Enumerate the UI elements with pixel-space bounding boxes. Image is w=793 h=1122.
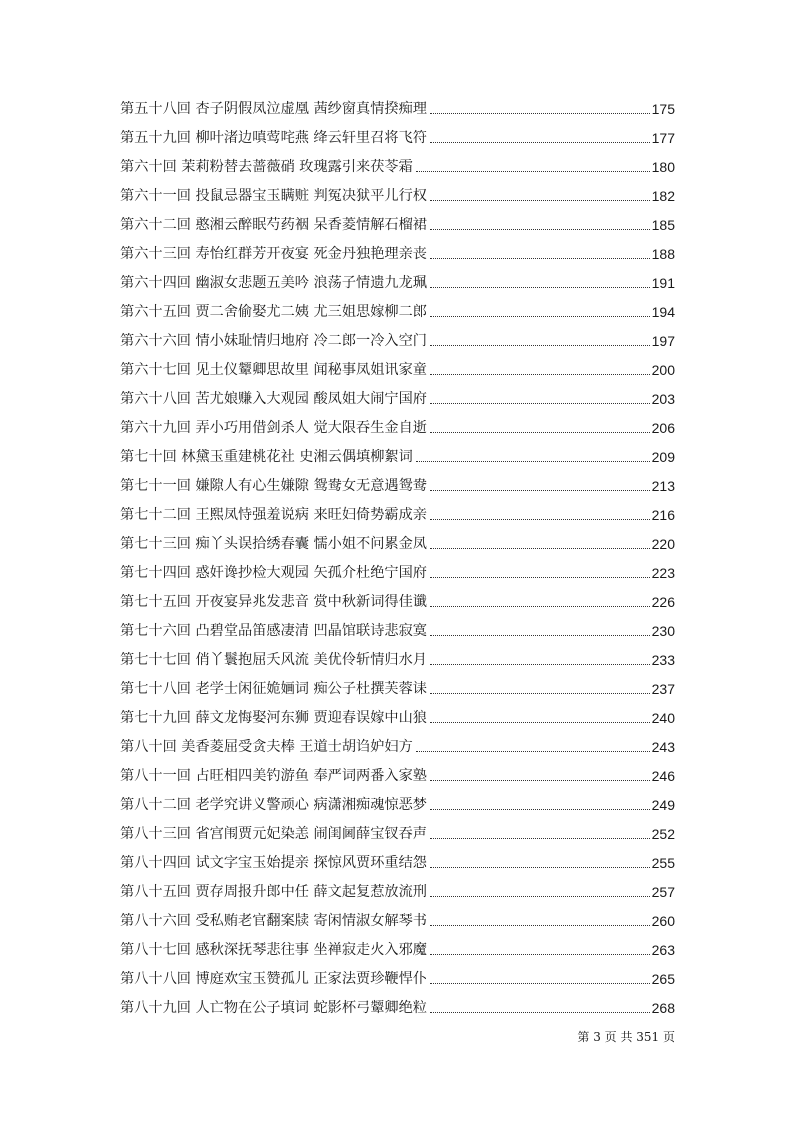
toc-entry-page-number: 197 [651, 333, 675, 349]
toc-entry-title: 第六十九回 弄小巧用借剑杀人 觉大限吞生金自逝 [120, 420, 427, 436]
dot-leader [430, 373, 650, 375]
dot-leader [430, 1011, 650, 1013]
toc-entry[interactable] [120, 496, 675, 525]
toc-entry[interactable] [120, 815, 675, 844]
toc-entry[interactable] [120, 902, 675, 931]
toc-entry-page-number: 243 [651, 739, 675, 755]
toc-entry[interactable] [120, 351, 675, 380]
toc-entry-title: 第八十三回 省宫闱贾元妃染恙 闹闺阃薛宝钗吞声 [120, 826, 427, 842]
toc-entry-page-number: 252 [651, 826, 675, 842]
toc-entry[interactable] [120, 264, 675, 293]
dot-leader [430, 112, 650, 114]
toc-entry-page-number: 263 [651, 942, 675, 958]
dot-leader [430, 721, 650, 723]
toc-entry-title: 第七十八回 老学士闲征姽婳词 痴公子杜撰芙蓉诔 [120, 681, 427, 697]
toc-entry-title: 第五十八回 杏子阴假凤泣虚凰 茜纱窗真情揆痴理 [120, 101, 427, 117]
toc-entry-title: 第八十八回 博庭欢宝玉赞孤儿 正家法贾珍鞭悍仆 [120, 971, 427, 987]
toc-entry-page-number: 177 [651, 130, 675, 146]
toc-entry-title: 第七十一回 嫌隙人有心生嫌隙 鸳鸯女无意遇鸳鸯 [120, 478, 427, 494]
toc-entry-page-number: 188 [651, 246, 675, 262]
toc-entry[interactable] [120, 931, 675, 960]
dot-leader [430, 547, 650, 549]
toc-entry-title: 第七十五回 开夜宴异兆发悲音 赏中秋新词得佳谶 [120, 594, 427, 610]
toc-entry-page-number: 216 [651, 507, 675, 523]
toc-entry[interactable] [120, 380, 675, 409]
toc-entry-title: 第七十三回 痴丫头误拾绣春囊 懦小姐不问累金凤 [120, 536, 427, 552]
toc-entry-title: 第八十六回 受私贿老官翻案牍 寄闲情淑女解琴书 [120, 913, 427, 929]
toc-entry-page-number: 257 [651, 884, 675, 900]
toc-entry-page-number: 226 [651, 594, 675, 610]
toc-entry[interactable] [120, 583, 675, 612]
toc-entry[interactable] [120, 554, 675, 583]
toc-entry-page-number: 200 [651, 362, 675, 378]
toc-entry[interactable] [120, 467, 675, 496]
toc-entry-title: 第六十七回 见土仪颦卿思故里 闻秘事凤姐讯家童 [120, 362, 427, 378]
toc-entry[interactable] [120, 293, 675, 322]
toc-entry[interactable] [120, 177, 675, 206]
dot-leader [430, 982, 650, 984]
toc-entry-title: 第五十九回 柳叶渚边嗔莺咤燕 绛云轩里召将飞符 [120, 130, 427, 146]
toc-entry-title: 第八十二回 老学究讲义警顽心 病潇湘痴魂惊恶梦 [120, 797, 427, 813]
toc-entry-page-number: 230 [651, 623, 675, 639]
toc-entry-title: 第七十六回 凸碧堂品笛感凄清 凹晶馆联诗悲寂寞 [120, 623, 427, 639]
toc-entry-page-number: 194 [651, 304, 675, 320]
toc-entry-page-number: 182 [651, 188, 675, 204]
toc-entry[interactable] [120, 119, 675, 148]
toc-entry[interactable] [120, 235, 675, 264]
toc-entry[interactable] [120, 409, 675, 438]
toc-entry[interactable] [120, 641, 675, 670]
dot-leader [430, 634, 650, 636]
toc-entry-page-number: 255 [651, 855, 675, 871]
dot-leader [430, 576, 650, 578]
toc-entry-page-number: 233 [651, 652, 675, 668]
toc-entry-title: 第七十四回 惑奸谗抄检大观园 矢孤介杜绝宁国府 [120, 565, 427, 581]
toc-entry-page-number: 209 [651, 449, 675, 465]
toc-entry[interactable] [120, 786, 675, 815]
toc-entry-page-number: 220 [651, 536, 675, 552]
toc-entry[interactable] [120, 844, 675, 873]
toc-entry-page-number: 213 [651, 478, 675, 494]
table-of-contents [120, 90, 675, 1018]
dot-leader [430, 866, 650, 868]
toc-entry[interactable] [120, 960, 675, 989]
toc-entry[interactable] [120, 206, 675, 235]
toc-entry-title: 第七十七回 俏丫鬟抱屈夭风流 美优伶斩情归水月 [120, 652, 427, 668]
toc-entry-title: 第八十九回 人亡物在公子填词 蛇影杯弓颦卿绝粒 [120, 1000, 427, 1016]
toc-entry-page-number: 240 [651, 710, 675, 726]
dot-leader [416, 750, 650, 752]
dot-leader [430, 605, 650, 607]
dot-leader [430, 924, 650, 926]
toc-entry-page-number: 185 [651, 217, 675, 233]
dot-leader [430, 692, 650, 694]
dot-leader [430, 895, 650, 897]
toc-entry[interactable] [120, 438, 675, 467]
dot-leader [430, 344, 650, 346]
toc-entry-title: 第六十八回 苦尤娘赚入大观园 酸凤姐大闹宁国府 [120, 391, 427, 407]
toc-entry-page-number: 175 [651, 101, 675, 117]
toc-entry[interactable] [120, 728, 675, 757]
toc-entry-page-number: 191 [651, 275, 675, 291]
toc-entry-page-number: 180 [651, 159, 675, 175]
toc-entry-title: 第八十七回 感秋深抚琴悲往事 坐禅寂走火入邪魔 [120, 942, 427, 958]
dot-leader [430, 315, 650, 317]
toc-entry-page-number: 206 [651, 420, 675, 436]
toc-entry[interactable] [120, 525, 675, 554]
toc-entry-title: 第六十四回 幽淑女悲题五美吟 浪荡子情遗九龙珮 [120, 275, 427, 291]
dot-leader [430, 141, 650, 143]
dot-leader [430, 808, 650, 810]
dot-leader [416, 460, 650, 462]
dot-leader [430, 663, 650, 665]
toc-entry-page-number: 203 [651, 391, 675, 407]
toc-entry-page-number: 249 [651, 797, 675, 813]
toc-entry[interactable] [120, 757, 675, 786]
toc-entry-title: 第七十九回 薛文龙悔娶河东狮 贾迎春误嫁中山狼 [120, 710, 427, 726]
toc-entry-title: 第六十二回 憨湘云醉眠芍药裀 呆香菱情解石榴裙 [120, 217, 427, 233]
toc-entry-page-number: 223 [651, 565, 675, 581]
toc-entry-page-number: 246 [651, 768, 675, 784]
toc-entry-page-number: 260 [651, 913, 675, 929]
toc-entry-page-number: 237 [651, 681, 675, 697]
toc-entry-title: 第六十一回 投鼠忌器宝玉瞒赃 判冤决狱平儿行权 [120, 188, 427, 204]
toc-entry-title: 第六十五回 贾二舍偷娶尤二姨 尤三姐思嫁柳二郎 [120, 304, 427, 320]
toc-entry-title: 第八十一回 占旺相四美钓游鱼 奉严词两番入家塾 [120, 768, 427, 784]
toc-entry-title: 第六十三回 寿怡红群芳开夜宴 死金丹独艳理亲丧 [120, 246, 427, 262]
toc-entry-title: 第七十回 林黛玉重建桃花社 史湘云偶填柳絮词 [120, 449, 413, 465]
dot-leader [430, 953, 650, 955]
toc-entry[interactable] [120, 148, 675, 177]
dot-leader [430, 837, 650, 839]
dot-leader [430, 286, 650, 288]
toc-entry[interactable] [120, 90, 675, 119]
dot-leader [430, 402, 650, 404]
toc-entry[interactable] [120, 612, 675, 641]
toc-entry-page-number: 268 [651, 1000, 675, 1016]
toc-entry-title: 第八十回 美香菱屈受贪夫棒 王道士胡诌妒妇方 [120, 739, 413, 755]
toc-entry-title: 第八十四回 试文字宝玉始提亲 探惊风贾环重结怨 [120, 855, 427, 871]
dot-leader [430, 518, 650, 520]
page-footer: 第 3 页 共 351 页 [577, 1030, 675, 1044]
toc-entry[interactable] [120, 670, 675, 699]
toc-entry-title: 第八十五回 贾存周报升郎中任 薛文起复惹放流刑 [120, 884, 427, 900]
dot-leader [430, 431, 650, 433]
dot-leader [430, 257, 650, 259]
toc-entry-title: 第七十二回 王熙凤恃强羞说病 来旺妇倚势霸成亲 [120, 507, 427, 523]
toc-entry-title: 第六十回 茉莉粉替去蔷薇硝 玫瑰露引来茯苓霜 [120, 159, 413, 175]
dot-leader [430, 199, 650, 201]
dot-leader [430, 228, 650, 230]
dot-leader [430, 779, 650, 781]
toc-entry[interactable] [120, 873, 675, 902]
dot-leader [430, 489, 650, 491]
toc-entry-page-number: 265 [651, 971, 675, 987]
toc-entry-title: 第六十六回 情小妹耻情归地府 冷二郎一冷入空门 [120, 333, 427, 349]
toc-entry[interactable] [120, 699, 675, 728]
toc-entry[interactable] [120, 322, 675, 351]
dot-leader [416, 170, 650, 172]
toc-entry[interactable] [120, 989, 675, 1018]
